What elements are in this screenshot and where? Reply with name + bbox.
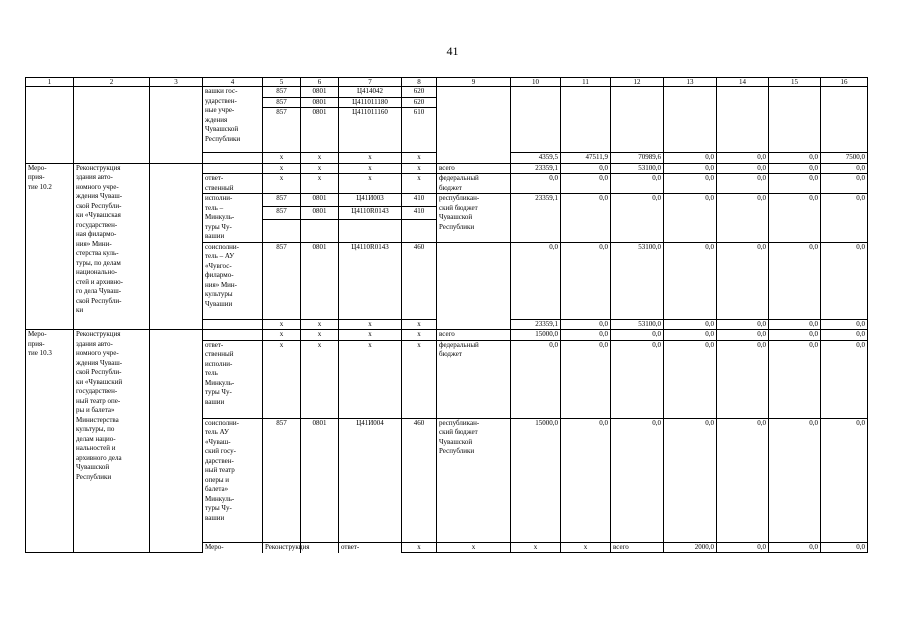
header-cell: 11 <box>561 78 611 87</box>
value-cell: 0,0 <box>664 163 717 174</box>
code-cell: Ц4110R0143 <box>339 207 402 220</box>
table-cell <box>437 242 511 330</box>
header-cell: 7 <box>339 78 402 87</box>
table-cell <box>717 87 769 153</box>
table-cell: x <box>402 319 437 330</box>
value-cell: 53100,0 <box>611 242 664 319</box>
code-cell: 857 <box>263 87 301 98</box>
table-cell: x <box>511 542 561 553</box>
table-cell <box>203 153 263 164</box>
responsible-cell: исполни- тель – Минкуль- туры Чу- вашии <box>203 194 263 243</box>
value-cell: 0,0 <box>561 418 611 542</box>
value-cell: x <box>339 174 402 194</box>
value-cell: 0,0 <box>821 330 868 341</box>
code-cell: 857 <box>263 418 301 542</box>
code-cell: 857 <box>263 108 301 153</box>
code-cell: Ц414042 <box>339 87 402 98</box>
value-cell: 0,0 <box>769 153 821 164</box>
responsible-cell: вашки гос- ударствен- ные учре- ждения Чувашской Республики <box>203 87 263 153</box>
value-cell: 0,0 <box>611 340 664 418</box>
code-cell: 0801 <box>301 97 339 108</box>
code-cell: Ц411011180 <box>339 97 402 108</box>
value-cell: 70989,6 <box>611 153 664 164</box>
value-cell: 0,0 <box>769 319 821 330</box>
header-cell: 4 <box>203 78 263 87</box>
value-cell: 0,0 <box>717 340 769 418</box>
table-cell: x <box>402 153 437 164</box>
value-cell: x <box>263 330 301 341</box>
value-cell: 0,0 <box>717 153 769 164</box>
value-cell: 0,0 <box>717 242 769 319</box>
table-cell <box>769 87 821 153</box>
value-cell: 47511,9 <box>561 153 611 164</box>
table-cell <box>263 220 301 242</box>
table-cell <box>150 163 203 330</box>
value-cell: 0,0 <box>769 174 821 194</box>
table-cell: x <box>263 153 301 164</box>
value-cell: 0,0 <box>561 330 611 341</box>
value-cell: 0,0 <box>664 174 717 194</box>
code-cell: 620 <box>402 87 437 98</box>
value-cell: 0,0 <box>821 163 868 174</box>
table-cell: x <box>339 153 402 164</box>
table-cell: x <box>339 319 402 330</box>
value-cell: 0,0 <box>611 194 664 243</box>
value-cell: федеральный бюджет <box>437 340 511 418</box>
header-cell: 2 <box>74 78 150 87</box>
table-row <box>26 163 868 174</box>
table-cell: x <box>263 319 301 330</box>
value-cell: 0,0 <box>821 418 868 542</box>
code-cell: 857 <box>263 242 301 319</box>
table-cell: x <box>561 542 611 553</box>
value-cell: 0,0 <box>717 194 769 243</box>
header-cell: 15 <box>769 78 821 87</box>
code-cell: 0801 <box>301 108 339 153</box>
value-cell: 0,0 <box>611 418 664 542</box>
table-cell <box>74 87 150 164</box>
value-cell: 0,0 <box>511 242 561 319</box>
value-cell: 0,0 <box>821 194 868 243</box>
activity-title: Реконструкция <box>263 542 301 553</box>
table-cell <box>664 87 717 153</box>
code-cell: 610 <box>402 108 437 153</box>
header-cell: 9 <box>437 78 511 87</box>
value-cell: 15000,0 <box>511 418 561 542</box>
code-cell: 0801 <box>301 242 339 319</box>
table-cell: x <box>437 542 511 553</box>
code-cell: Ц41И003 <box>339 194 402 207</box>
value-cell: 0,0 <box>821 242 868 319</box>
table-cell <box>611 87 664 153</box>
table-row <box>26 330 868 341</box>
value-cell: 0,0 <box>561 174 611 194</box>
value-cell: 2000,0 <box>664 542 717 553</box>
page-number: 41 <box>446 44 459 58</box>
table-cell: x <box>301 153 339 164</box>
activity-title: Реконструкция здания авто- номного учре- ждения Чуваш- ской Республи- ки «Чувашская государствен- ная филармо- ния» Мини- стерства куль- туры, по делам национально- стей и архивно- го дела Чуваш- ской Республи- ки <box>74 163 150 330</box>
value-cell: 15000,0 <box>511 330 561 341</box>
activity-title: Реконструкция здания авто- номного учре- ждения Чуваш- ской Республи- ки «Чувашский государствен- ный театр опе- ры и балета» Министерства культуры, по делам нацио- нальностей и архивного дела Чувашской Республики <box>74 330 150 553</box>
code-cell: 0801 <box>301 194 339 207</box>
value-cell: x <box>339 163 402 174</box>
value-cell: 0,0 <box>769 194 821 243</box>
table-cell <box>511 87 561 153</box>
code-cell: 460 <box>402 242 437 319</box>
value-cell: 0,0 <box>511 340 561 418</box>
table-cell <box>561 87 611 153</box>
value-cell: 0,0 <box>769 340 821 418</box>
value-cell: x <box>301 174 339 194</box>
value-cell: x <box>301 163 339 174</box>
value-cell: 0,0 <box>821 340 868 418</box>
budget-cell: всего <box>611 542 664 553</box>
value-cell: 0,0 <box>664 418 717 542</box>
value-cell: 0,0 <box>821 174 868 194</box>
table-cell: x <box>301 319 339 330</box>
value-cell: 0,0 <box>769 242 821 319</box>
value-cell: x <box>402 163 437 174</box>
value-cell: 53100,0 <box>611 163 664 174</box>
code-cell: Ц411011160 <box>339 108 402 153</box>
code-cell: 0801 <box>301 87 339 98</box>
activity-label: Меро- <box>203 542 263 553</box>
header-cell: 8 <box>402 78 437 87</box>
value-cell: 0,0 <box>611 174 664 194</box>
value-cell: 0,0 <box>664 340 717 418</box>
value-cell: 0,0 <box>561 319 611 330</box>
value-cell: x <box>402 340 437 418</box>
value-cell: 0,0 <box>561 163 611 174</box>
header-cell: 1 <box>26 78 74 87</box>
co-executor-cell: соисполни- тель АУ «Чуваш- ский госу- дарствен- ный театр оперы и балета» Минкуль- туры Чу- вашии <box>203 418 263 542</box>
header-cell: 10 <box>511 78 561 87</box>
table-cell <box>821 87 868 153</box>
code-cell: 410 <box>402 207 437 220</box>
value-cell: 23359,1 <box>511 194 561 243</box>
table-cell <box>402 220 437 242</box>
value-cell: x <box>263 174 301 194</box>
value-cell: 7500,0 <box>821 153 868 164</box>
code-cell: 857 <box>263 194 301 207</box>
value-cell: федеральный бюджет <box>437 174 511 194</box>
value-cell: 0,0 <box>769 163 821 174</box>
value-cell: 0,0 <box>664 330 717 341</box>
value-cell: 0,0 <box>561 340 611 418</box>
code-cell: Ц4110R0143 <box>339 242 402 319</box>
header-cell: 12 <box>611 78 664 87</box>
value-cell: 23359,1 <box>511 319 561 330</box>
value-cell: 0,0 <box>717 319 769 330</box>
header-cell: 3 <box>150 78 203 87</box>
value-cell: всего <box>437 163 511 174</box>
responsible-cell: ответ- ственный <box>203 174 263 194</box>
value-cell: 0,0 <box>769 418 821 542</box>
responsible-cell: ответ- ственный исполни- тель Минкуль- туры Чу- вашии <box>203 340 263 418</box>
value-cell: 0,0 <box>664 194 717 243</box>
value-cell: всего <box>437 330 511 341</box>
value-cell: 0,0 <box>664 242 717 319</box>
value-cell: 23359,1 <box>511 163 561 174</box>
code-cell: 620 <box>402 97 437 108</box>
value-cell: x <box>301 340 339 418</box>
table-cell <box>437 87 511 164</box>
value-cell: 0,0 <box>611 330 664 341</box>
budget-cell: республикан- ский бюджет Чувашской Республики <box>437 194 511 243</box>
activity-label: Меро- прия- тие 10.2 <box>26 163 74 330</box>
value-cell: 0,0 <box>717 542 769 553</box>
value-cell: x <box>402 174 437 194</box>
table-cell <box>26 87 74 164</box>
value-cell: 0,0 <box>717 330 769 341</box>
table-cell <box>301 220 339 242</box>
code-cell: 0801 <box>301 207 339 220</box>
table-cell <box>203 330 263 341</box>
table-cell <box>150 330 203 553</box>
value-cell: 0,0 <box>717 174 769 194</box>
header-cell: 6 <box>301 78 339 87</box>
value-cell: 0,0 <box>821 542 868 553</box>
value-cell: x <box>402 330 437 341</box>
budget-cell: республикан- ский бюджет Чувашской Республики <box>437 418 511 542</box>
co-executor-cell: соисполни- тель – АУ «Чувгос- филармо- ния» Мин- культуры Чувашии <box>203 242 263 319</box>
value-cell: 53100,0 <box>611 319 664 330</box>
header-row <box>26 78 868 87</box>
code-cell: 410 <box>402 194 437 207</box>
value-cell: 0,0 <box>511 174 561 194</box>
table-cell <box>203 319 263 330</box>
budget-table <box>25 77 868 553</box>
code-cell: 857 <box>263 207 301 220</box>
code-cell: 0801 <box>301 418 339 542</box>
header-cell: 14 <box>717 78 769 87</box>
value-cell: x <box>339 330 402 341</box>
value-cell: 0,0 <box>717 163 769 174</box>
code-cell: 857 <box>263 97 301 108</box>
table-cell <box>150 87 203 164</box>
activity-label: Меро- прия- тие 10.3 <box>26 330 74 553</box>
value-cell: x <box>339 340 402 418</box>
value-cell: x <box>301 330 339 341</box>
value-cell: 0,0 <box>769 542 821 553</box>
table-cell <box>203 163 263 174</box>
header-cell: 5 <box>263 78 301 87</box>
code-cell: 460 <box>402 418 437 542</box>
header-cell: 16 <box>821 78 868 87</box>
responsible-cell: ответ- <box>339 542 402 553</box>
value-cell: x <box>263 163 301 174</box>
table-cell <box>339 220 402 242</box>
header-cell: 13 <box>664 78 717 87</box>
value-cell: 0,0 <box>561 194 611 243</box>
value-cell: 0,0 <box>717 418 769 542</box>
value-cell: x <box>263 340 301 418</box>
value-cell: 4359,5 <box>511 153 561 164</box>
table-row <box>26 87 868 98</box>
value-cell: 0,0 <box>821 319 868 330</box>
value-cell: 0,0 <box>664 319 717 330</box>
value-cell: 0,0 <box>664 153 717 164</box>
value-cell: 0,0 <box>561 242 611 319</box>
table-cell: x <box>402 542 437 553</box>
code-cell: Ц41И004 <box>339 418 402 542</box>
value-cell: 0,0 <box>769 330 821 341</box>
